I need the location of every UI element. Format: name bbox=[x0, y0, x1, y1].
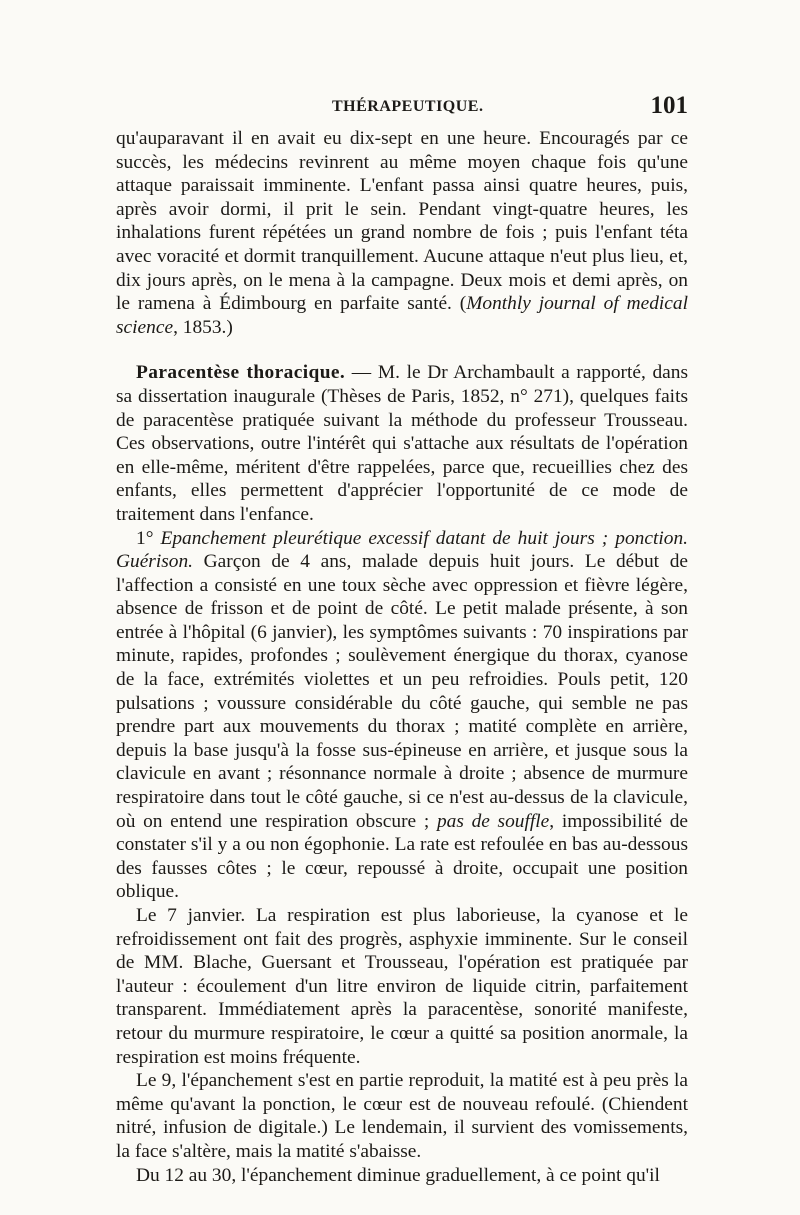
paragraph-3-text-b: , impossibilité de constater s'il y a ou non égophonie. La rate est refoulée en bas au-dessous des fausses côtes ; le cœur, repoussé à droite, occupait une position oblique. bbox=[116, 810, 689, 903]
page-header bbox=[116, 92, 688, 126]
paragraph-1-end: , 1853.) bbox=[173, 316, 233, 338]
paragraph-case-1 bbox=[116, 527, 688, 905]
paragraph-continuation bbox=[116, 127, 688, 339]
page-body bbox=[116, 127, 688, 1187]
paragraph-4-text: Le 7 janvier. La respiration est plus laborieuse, la cyanose et le refroidissement ont fait des progrès, asphyxie imminente. Sur le conseil de MM. Blache, Guersant et Trousseau, l'opération est pratiquée par l'auteur : écoulement d'un litre environ de liquide citrin, parfaitement transparent. Immédiatement après la paracentèse, sonorité manifeste, retour du murmure respiratoire, le cœur a quitté sa position anormale, la respiration est moins fréquente. bbox=[116, 905, 688, 1068]
paragraph-7-janvier bbox=[116, 904, 688, 1069]
journal-title: Monthly journal of medical science bbox=[116, 293, 689, 338]
paragraph-5-text: Le 9, l'épanchement s'est en partie reproduit, la matité est à peu près la même qu'avant la ponction, le cœur est de nouveau refoulé. (Chiendent nitré, infusion de digitale.) Le lendemain, il survient des vomissements, la face s'altère, mais la matité s'abaisse. bbox=[116, 1070, 688, 1162]
paragraph-3-text-a: Garçon de 4 ans, malade depuis huit jours. Le début de l'affection a consisté en une toux sèche avec oppression et fièvre légère, absence de frisson et de point de côté. Le petit malade présente, à son entrée à l'hôpital (6 janvier), les symptômes suivants : 70 inspirations par minute, rapides, profondes ; soulèvement énergique du thorax, cyanose de la face, extrémités violettes et un peu refroidies. Pouls petit, 120 pulsations ; voussure considérable du côté gauche, qui semble ne pas prendre part aux mouvements du thorax ; matité complète en arrière, depuis la base jusqu'à la fosse sus-épineuse en arrière, et jusque sous la clavicule en avant ; résonnance normale à droite ; absence de murmure respiratoire dans tout le côté gauche, si ce n'est au-dessus de la clavicule, où on entend une respiration obscure ; bbox=[116, 551, 688, 832]
emphasis-pas-de-souffle: pas de souffle bbox=[436, 810, 550, 832]
paragraph-2-text: — M. le Dr Archambault a rapporté, dans sa dissertation inaugurale (Thèses de Paris, 1852, n° 271), quelques faits de paracentèse pratiquée suivant la méthode du professeur Trousseau. Ces observations, outre l'intérêt qui s'attache aux résultats de l'opération en elle-même, méritent d'être rappelées, parce que, recueillies chez des enfants, elles permettent d'apprécier l'opportunité de ce mode de traitement dans l'enfance. bbox=[116, 362, 688, 525]
page-number: 101 bbox=[650, 92, 688, 119]
paragraph-paracentese bbox=[116, 361, 688, 526]
paragraph-9 bbox=[116, 1069, 688, 1163]
paragraph-1-text: qu'auparavant il en avait eu dix-sept en une heure. Encouragés par ce succès, les médecins revinrent au même moyen chaque fois qu'une attaque paraissait imminente. L'enfant passa ainsi quatre heures, puis, après avoir dormi, il prit le sein. Pendant vingt-quatre heures, les inhalations furent répétées un grand nombre de fois ; puis l'enfant téta avec voracité et dormit tranquillement. Aucune attaque n'eut plus lieu, et, dix jours après, on le mena à la campagne. Deux mois et demi après, on le ramena à Édimbourg en parfaite santé. ( bbox=[116, 128, 688, 315]
case-title: Epanchement pleurétique excessif datant de huit jours ; ponction. Guérison. bbox=[116, 527, 688, 573]
case-number: 1° bbox=[136, 527, 161, 549]
running-title: THÉRAPEUTIQUE. bbox=[332, 98, 484, 115]
section-title: Paracentèse thoracique. bbox=[136, 362, 346, 384]
paragraph-12-au-30 bbox=[116, 1164, 688, 1188]
paragraph-6-text: Du 12 au 30, l'épanchement diminue graduellement, à ce point qu'il bbox=[136, 1164, 660, 1186]
